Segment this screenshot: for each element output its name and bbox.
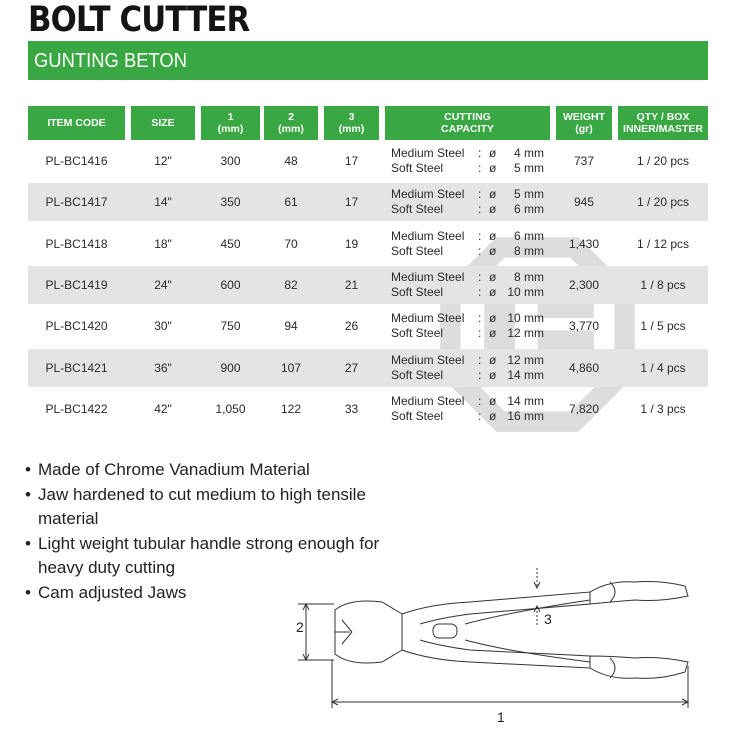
- page-title: BOLT CUTTER: [28, 0, 250, 40]
- subtitle-bar: [28, 41, 708, 80]
- cell-weight: 3,770: [568, 319, 600, 333]
- cell-dim-1: 450: [220, 237, 241, 251]
- cell-dim-1: 1,050: [215, 402, 246, 416]
- cell-dim-1: 300: [220, 154, 241, 168]
- feature-item: • Light weight tubular handle strong enough for heavy duty cutting: [25, 533, 380, 577]
- capacity-colon: :: [478, 202, 482, 216]
- capacity-colon: :: [478, 187, 482, 201]
- dimension-label-2: 2: [296, 619, 304, 635]
- capacity-val: 6 mm: [514, 202, 544, 216]
- cell-item-code: PL-BC1418: [45, 237, 108, 251]
- capacity-val: 8 mm: [514, 244, 544, 258]
- bullet-icon: •: [25, 582, 31, 602]
- capacity-colon: :: [478, 161, 482, 175]
- cell-item-code: PL-BC1417: [45, 195, 108, 209]
- cell-weight: 1,430: [568, 237, 600, 251]
- feature-item: • Cam adjusted Jaws: [25, 581, 425, 606]
- header-dim-1: 1 (mm): [201, 106, 260, 140]
- capacity-mat: Medium Steel: [391, 187, 465, 201]
- capacity-colon: :: [478, 311, 482, 325]
- capacity-mat: Soft Steel: [391, 326, 444, 340]
- capacity-colon: :: [478, 229, 482, 243]
- cell-qty: 1 / 20 pcs: [636, 195, 690, 209]
- cell-cutting-capacity: [390, 307, 560, 345]
- cell-qty: 1 / 8 pcs: [640, 278, 686, 292]
- cell-dim-1: 350: [220, 195, 241, 209]
- capacity-phi: ø: [489, 244, 497, 258]
- header-qty-box: QTY / BOX INNER/MASTER: [618, 106, 708, 140]
- capacity-phi: ø: [489, 202, 497, 216]
- capacity-phi: ø: [489, 409, 497, 423]
- bullet-icon: •: [25, 484, 31, 504]
- cell-qty: 1 / 20 pcs: [636, 154, 690, 168]
- capacity-phi: ø: [489, 353, 497, 367]
- cell-qty: 1 / 4 pcs: [640, 361, 686, 375]
- cell-cutting-capacity: [390, 390, 560, 428]
- cell-dim-3: 33: [344, 402, 359, 416]
- capacity-mat: Soft Steel: [391, 409, 444, 423]
- cell-dim-3: 26: [344, 319, 359, 333]
- capacity-mat: Soft Steel: [391, 202, 444, 216]
- cell-dim-2: 61: [284, 195, 298, 209]
- capacity-val: 10 mm: [507, 285, 544, 299]
- cell-dim-2: 122: [280, 402, 302, 416]
- cell-item-code: PL-BC1416: [45, 154, 108, 168]
- cell-weight: 7,820: [568, 402, 600, 416]
- cell-dim-2: 82: [284, 278, 298, 292]
- capacity-phi: ø: [489, 311, 497, 325]
- cell-dim-2: 70: [284, 237, 298, 251]
- capacity-mat: Soft Steel: [391, 368, 444, 382]
- capacity-val: 12 mm: [507, 353, 544, 367]
- cell-weight: 2,300: [568, 278, 600, 292]
- capacity-colon: :: [478, 409, 482, 423]
- cell-cutting-capacity: [390, 142, 560, 180]
- capacity-mat: Medium Steel: [391, 146, 465, 160]
- cell-dim-3: 19: [344, 237, 359, 251]
- cell-dim-3: 17: [344, 195, 359, 209]
- capacity-phi: ø: [489, 270, 497, 284]
- capacity-mat: Soft Steel: [391, 244, 444, 258]
- dimension-label-1: 1: [497, 709, 505, 725]
- capacity-phi: ø: [489, 161, 497, 175]
- header-dim-2: 2 (mm): [264, 106, 318, 140]
- cell-dim-3: 21: [344, 278, 359, 292]
- cell-cutting-capacity: [390, 349, 560, 387]
- capacity-colon: :: [478, 368, 482, 382]
- capacity-mat: Medium Steel: [391, 270, 465, 284]
- capacity-val: 5 mm: [514, 187, 544, 201]
- cell-item-code: PL-BC1419: [45, 278, 108, 292]
- capacity-phi: ø: [489, 285, 497, 299]
- capacity-mat: Soft Steel: [391, 285, 444, 299]
- cell-cutting-capacity: [390, 225, 560, 263]
- capacity-mat: Medium Steel: [391, 311, 465, 325]
- cell-cutting-capacity: [390, 266, 560, 304]
- capacity-colon: :: [478, 353, 482, 367]
- capacity-colon: :: [478, 244, 482, 258]
- dimension-label-3: 3: [544, 611, 552, 627]
- capacity-phi: ø: [489, 394, 497, 408]
- capacity-phi: ø: [489, 187, 497, 201]
- bullet-icon: •: [25, 533, 31, 553]
- cell-size: 42": [154, 402, 172, 416]
- capacity-phi: ø: [489, 326, 497, 340]
- capacity-val: 16 mm: [507, 409, 544, 423]
- bullet-icon: •: [25, 460, 31, 479]
- cell-dim-1: 900: [220, 361, 241, 375]
- cell-dim-2: 48: [284, 154, 298, 168]
- capacity-val: 14 mm: [507, 368, 544, 382]
- capacity-phi: ø: [489, 368, 497, 382]
- cell-item-code: PL-BC1422: [45, 402, 108, 416]
- capacity-val: 8 mm: [514, 270, 544, 284]
- cell-item-code: PL-BC1421: [45, 361, 108, 375]
- capacity-phi: ø: [489, 146, 497, 160]
- cell-weight: 4,860: [568, 361, 600, 375]
- cell-size: 14": [154, 195, 172, 209]
- capacity-val: 5 mm: [514, 161, 544, 175]
- header-cutting-capacity: CUTTING CAPACITY: [385, 106, 550, 140]
- cell-dim-1: 600: [220, 278, 241, 292]
- cell-dim-3: 17: [344, 154, 359, 168]
- capacity-colon: :: [478, 270, 482, 284]
- cell-dim-3: 27: [344, 361, 359, 375]
- feature-item: • Made of Chrome Vanadium Material: [25, 458, 425, 483]
- cell-qty: 1 / 12 pcs: [636, 237, 690, 251]
- cell-size: 18": [154, 237, 172, 251]
- cell-weight: 945: [573, 195, 595, 209]
- capacity-val: 14 mm: [507, 394, 544, 408]
- header-weight: WEIGHT (gr): [556, 106, 612, 140]
- capacity-val: 12 mm: [507, 326, 544, 340]
- cell-size: 12": [154, 154, 172, 168]
- cell-size: 36": [154, 361, 172, 375]
- header-size: SIZE: [131, 106, 195, 140]
- capacity-val: 4 mm: [514, 146, 544, 160]
- cell-qty: 1 / 3 pcs: [640, 402, 686, 416]
- capacity-mat: Soft Steel: [391, 161, 444, 175]
- page-subtitle: GUNTING BETON: [34, 50, 188, 72]
- cell-weight: 737: [573, 154, 595, 168]
- cell-item-code: PL-BC1420: [45, 319, 108, 333]
- capacity-val: 6 mm: [514, 229, 544, 243]
- capacity-colon: :: [478, 326, 482, 340]
- capacity-mat: Medium Steel: [391, 353, 465, 367]
- capacity-colon: :: [478, 146, 482, 160]
- capacity-val: 10 mm: [507, 311, 544, 325]
- bolt-cutter-diagram: [290, 562, 710, 734]
- header-dim-3: 3 (mm): [324, 106, 379, 140]
- capacity-phi: ø: [489, 229, 497, 243]
- cell-qty: 1 / 5 pcs: [640, 319, 686, 333]
- capacity-colon: :: [478, 285, 482, 299]
- cell-cutting-capacity: [390, 183, 560, 221]
- capacity-mat: Medium Steel: [391, 394, 465, 408]
- capacity-mat: Medium Steel: [391, 229, 465, 243]
- cell-dim-2: 94: [284, 319, 298, 333]
- capacity-colon: :: [478, 394, 482, 408]
- cell-dim-1: 750: [220, 319, 241, 333]
- cell-size: 30": [154, 319, 172, 333]
- feature-item: • Jaw hardened to cut medium to high tensile material: [25, 484, 366, 528]
- header-item-code: ITEM CODE: [28, 106, 125, 140]
- cell-dim-2: 107: [280, 361, 302, 375]
- cell-size: 24": [154, 278, 172, 292]
